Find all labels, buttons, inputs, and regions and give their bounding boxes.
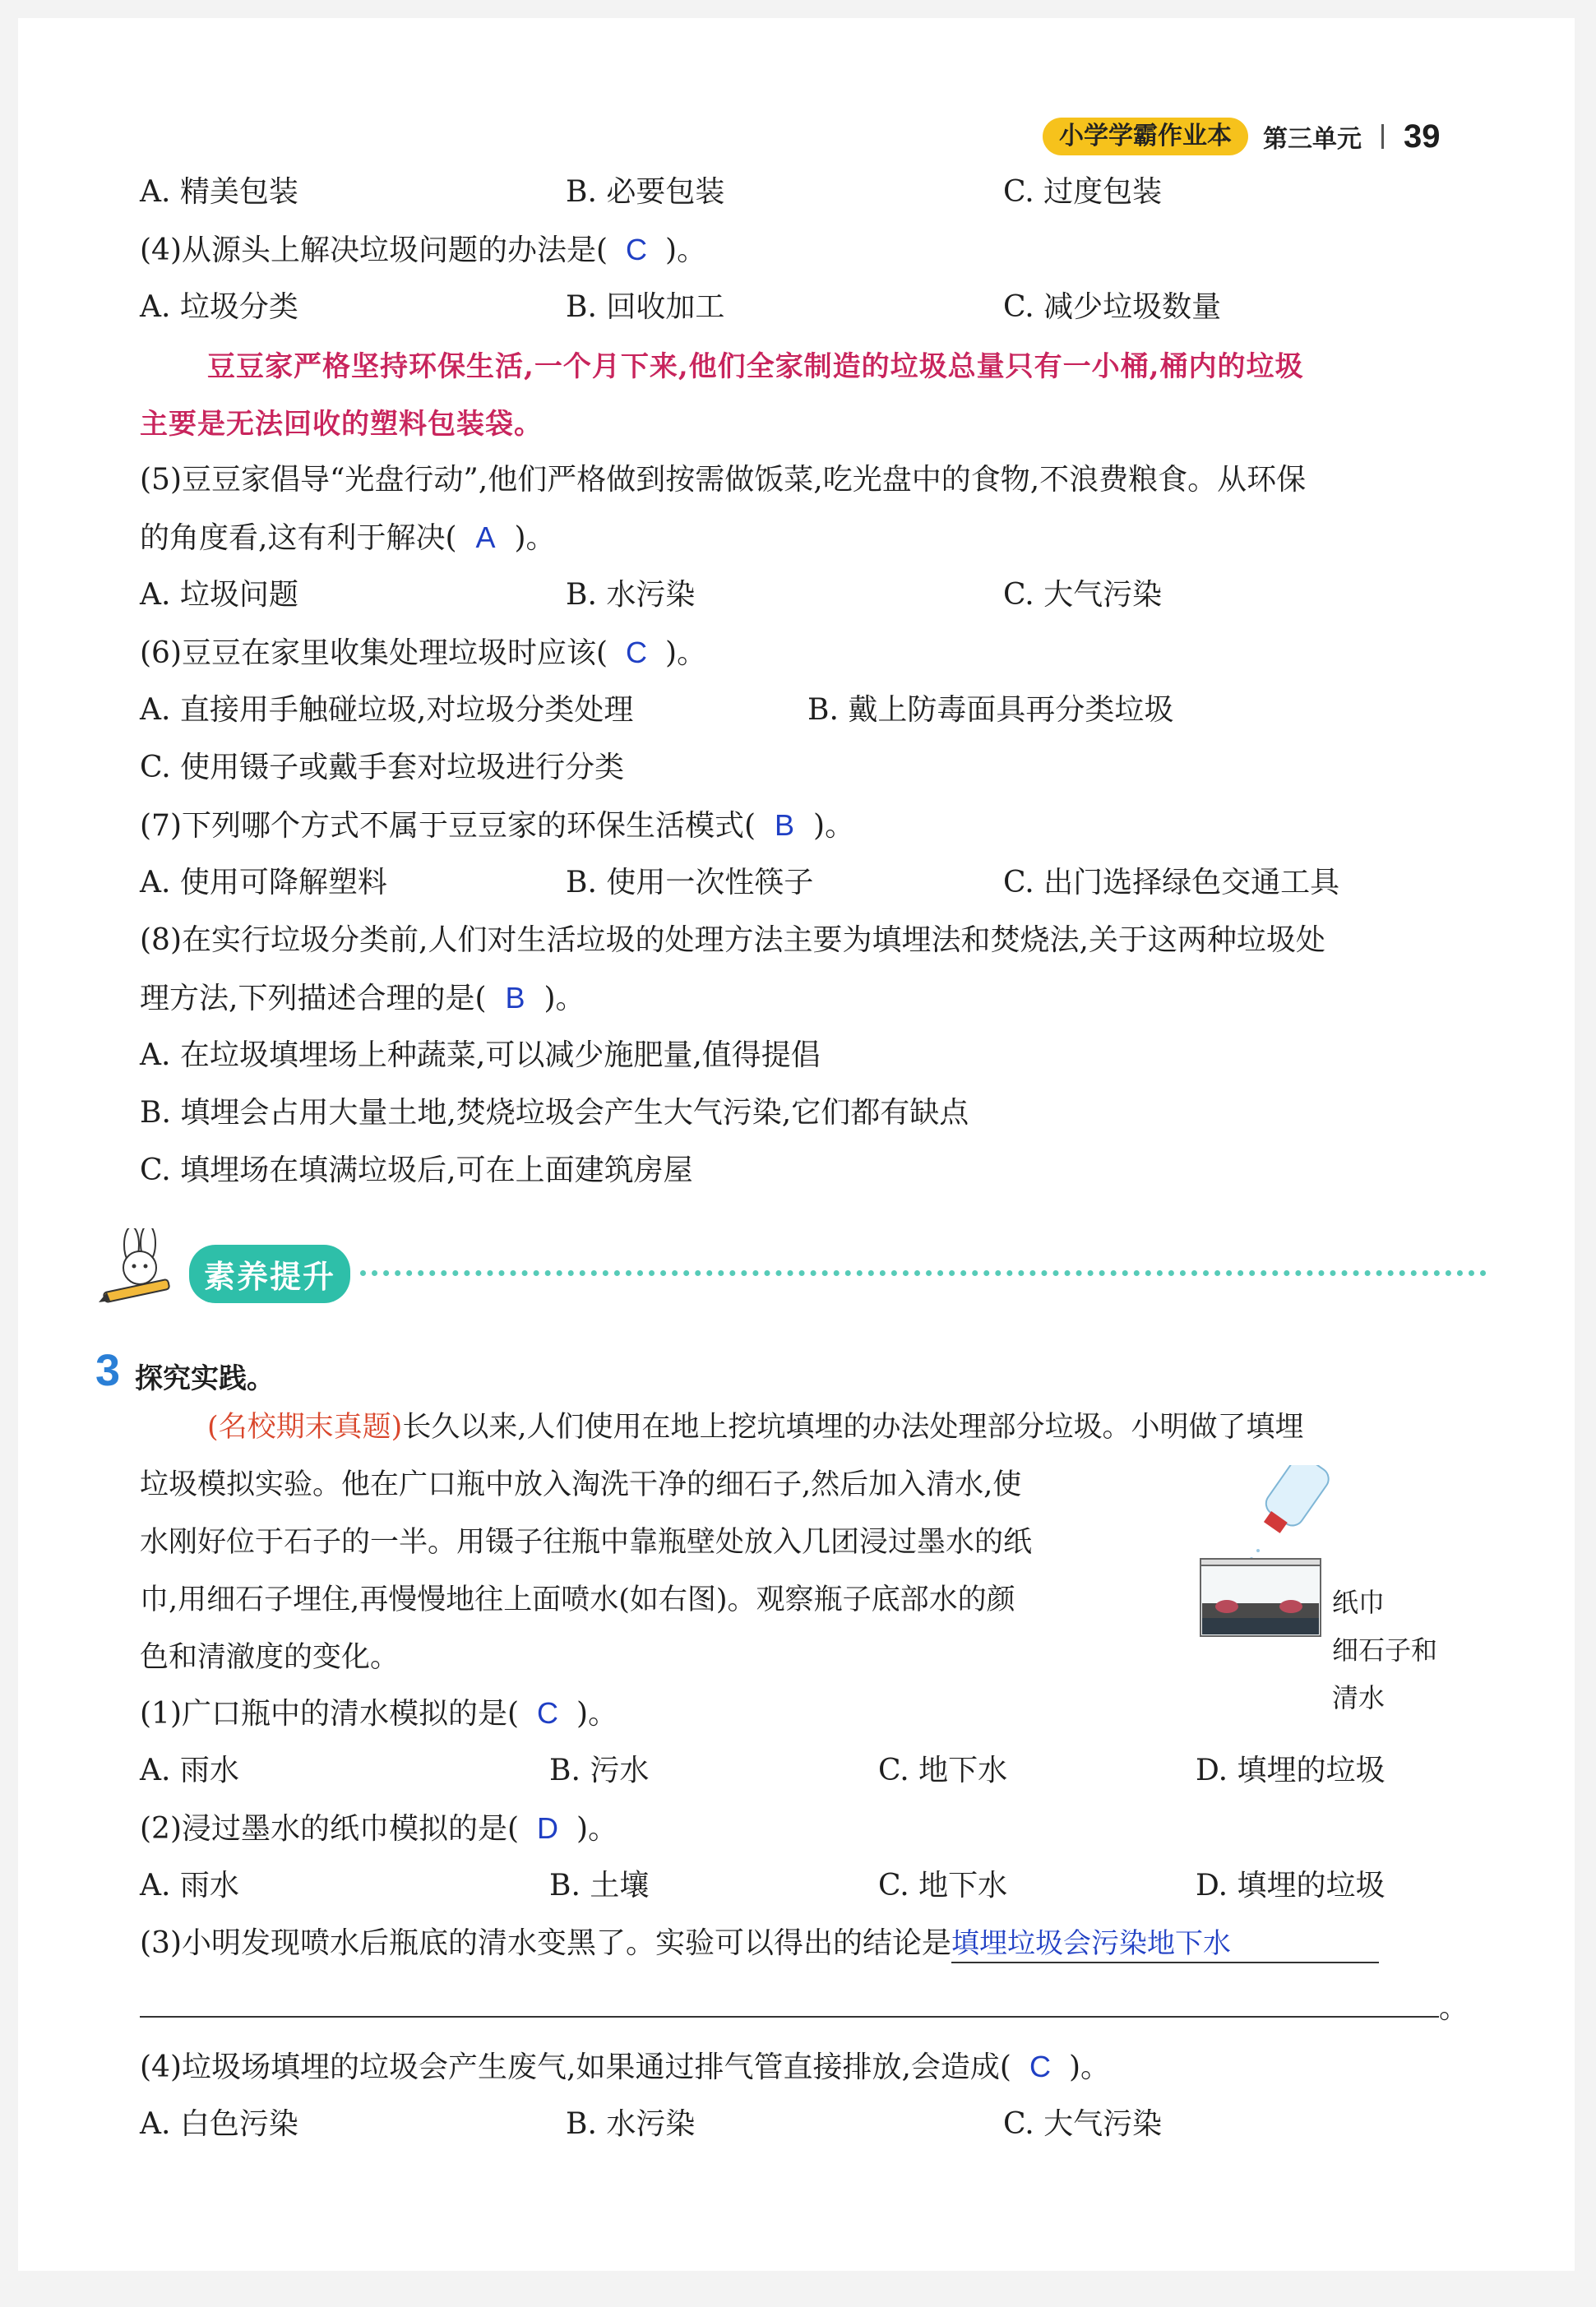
q8-line-1: (8)在实行垃圾分类前,人们对生活垃圾的处理方法主要为填埋法和焚烧法,关于这两种垃圾处 [140, 923, 1325, 957]
q5-line-2: 的角度看,这有利于解决( A )。 [140, 520, 556, 555]
label-stones: 细石子和 [1332, 1634, 1438, 1666]
q7-option-b: B. 使用一次性筷子 [566, 866, 814, 899]
section-dotted-rule [360, 1270, 1487, 1276]
intro-line-1: (名校期末真题)长久以来,人们使用在地上挖坑填埋的办法处理部分垃圾。小明做了填埋 [207, 1411, 1304, 1444]
q7-answer: B [775, 808, 795, 842]
q7-stem: (7)下列哪个方式不属于豆豆家的环保生活模式( B )。 [140, 808, 855, 843]
unit-label: 第三单元 [1263, 125, 1362, 154]
s1-option-a: A. 雨水 [140, 1754, 239, 1787]
s4-answer: C [1029, 2050, 1051, 2083]
q8-option-a: A. 在垃圾填埋场上种蔬菜,可以减少施肥量,值得提倡 [140, 1038, 821, 1072]
s2-option-a: A. 雨水 [140, 1869, 239, 1902]
q6-option-a: A. 直接用手触碰垃圾,对垃圾分类处理 [140, 693, 634, 727]
q7-option-c: C. 出门选择绿色交通工具 [1003, 866, 1340, 899]
s2-answer: D [537, 1811, 559, 1845]
page-header [1043, 117, 1441, 156]
q5-option-b: B. 水污染 [566, 578, 696, 612]
question-number: 3 [95, 1346, 121, 1395]
q8-option-c: C. 填埋场在填满垃圾后,可在上面建筑房屋 [140, 1154, 693, 1187]
section-banner [97, 1233, 1495, 1307]
s3-answer: 填埋垃圾会污染地下水 [951, 1927, 1231, 1960]
label-tissue: 纸巾 [1332, 1587, 1386, 1618]
s1-answer: C [537, 1696, 559, 1730]
q4-option-c: C. 减少垃圾数量 [1003, 290, 1222, 324]
experiment-figure [1194, 1465, 1457, 1736]
s2-option-b: B. 土壤 [549, 1869, 650, 1902]
q7-option-a: A. 使用可降解塑料 [140, 866, 387, 899]
section-title: 素养提升 [189, 1245, 350, 1303]
q8-answer: B [505, 981, 525, 1015]
q8-line-2: 理方法,下列描述合理的是( B )。 [140, 981, 585, 1015]
s4-stem: (4)垃圾场填埋的垃圾会产生废气,如果通过排气管直接排放,会造成( C )。 [140, 2050, 1110, 2084]
intro-line-4: 巾,用细石子埋住,再慢慢地往上面喷水(如右图)。观察瓶子底部水的颜 [140, 1583, 1015, 1616]
s1-option-c: C. 地下水 [878, 1754, 1008, 1787]
brand-badge: 小学学霸作业本 [1043, 118, 1248, 155]
hint-line-1: 豆豆家严格坚持环保生活,一个月下来,他们全家制造的垃圾总量只有一小桶,桶内的垃圾 [207, 350, 1304, 383]
s1-stem: (1)广口瓶中的清水模拟的是( C )。 [140, 1696, 618, 1731]
q5-line-1: (5)豆豆家倡导“光盘行动”,他们严格做到按需做饭菜,吃光盘中的食物,不浪费粮食。从环保 [140, 463, 1307, 497]
jar-experiment-illustration [1194, 1465, 1334, 1646]
q6-option-b: B. 戴上防毒面具再分类垃圾 [807, 693, 1174, 727]
bunny-mascot-icon [97, 1228, 196, 1307]
q5-option-a: A. 垃圾问题 [140, 578, 298, 612]
q3-option-b: B. 必要包装 [566, 175, 725, 209]
page-number: 39 [1404, 118, 1441, 155]
exam-tag: (名校期末真题) [207, 1411, 403, 1444]
q4-answer: C [626, 233, 648, 266]
q8-option-b: B. 填埋会占用大量土地,焚烧垃圾会产生大气污染,它们都有缺点 [140, 1096, 969, 1130]
q4-option-b: B. 回收加工 [566, 290, 725, 324]
s4-option-a: A. 白色污染 [140, 2107, 298, 2141]
q3-option-c: C. 过度包装 [1003, 175, 1163, 209]
workbook-page [18, 18, 1575, 2271]
q3-option-a: A. 精美包装 [140, 175, 298, 209]
s3-stem: (3)小明发现喷水后瓶底的清水变黑了。实验可以得出的结论是填埋垃圾会污染地下水 [140, 1926, 1379, 1963]
question-title: 探究实践。 [135, 1362, 275, 1395]
s3-blank-line [140, 1983, 1439, 2018]
s2-option-d: D. 填埋的垃圾 [1196, 1869, 1386, 1902]
s3-answer-blank [951, 1926, 1379, 1963]
label-water: 清水 [1332, 1682, 1386, 1713]
s2-option-c: C. 地下水 [878, 1869, 1008, 1902]
hint-line-2: 主要是无法回收的塑料包装袋。 [140, 408, 543, 441]
s4-option-c: C. 大气污染 [1003, 2107, 1163, 2141]
q5-answer: A [475, 520, 496, 554]
intro-line-2: 垃圾模拟实验。他在广口瓶中放入淘洗干净的细石子,然后加入清水,使 [140, 1468, 1022, 1501]
intro-line-5: 色和清澈度的变化。 [140, 1641, 400, 1674]
intro-line-3: 水刚好位于石子的一半。用镊子往瓶中靠瓶壁处放入几团浸过墨水的纸 [140, 1526, 1033, 1559]
s3-continuation: 。 [140, 1983, 1469, 2027]
s4-option-b: B. 水污染 [566, 2107, 696, 2141]
q6-answer: C [626, 636, 648, 669]
q5-option-c: C. 大气污染 [1003, 578, 1163, 612]
q4-stem: (4)从源头上解决垃圾问题的办法是( C )。 [140, 233, 707, 267]
s2-stem: (2)浸过墨水的纸巾模拟的是( D )。 [140, 1811, 618, 1846]
s1-option-b: B. 污水 [549, 1754, 650, 1787]
s1-option-d: D. 填埋的垃圾 [1196, 1754, 1386, 1787]
q4-option-a: A. 垃圾分类 [140, 290, 298, 324]
q6-option-c: C. 使用镊子或戴手套对垃圾进行分类 [140, 751, 625, 784]
header-divider [1381, 124, 1384, 149]
q6-stem: (6)豆豆在家里收集处理垃圾时应该( C )。 [140, 636, 707, 670]
